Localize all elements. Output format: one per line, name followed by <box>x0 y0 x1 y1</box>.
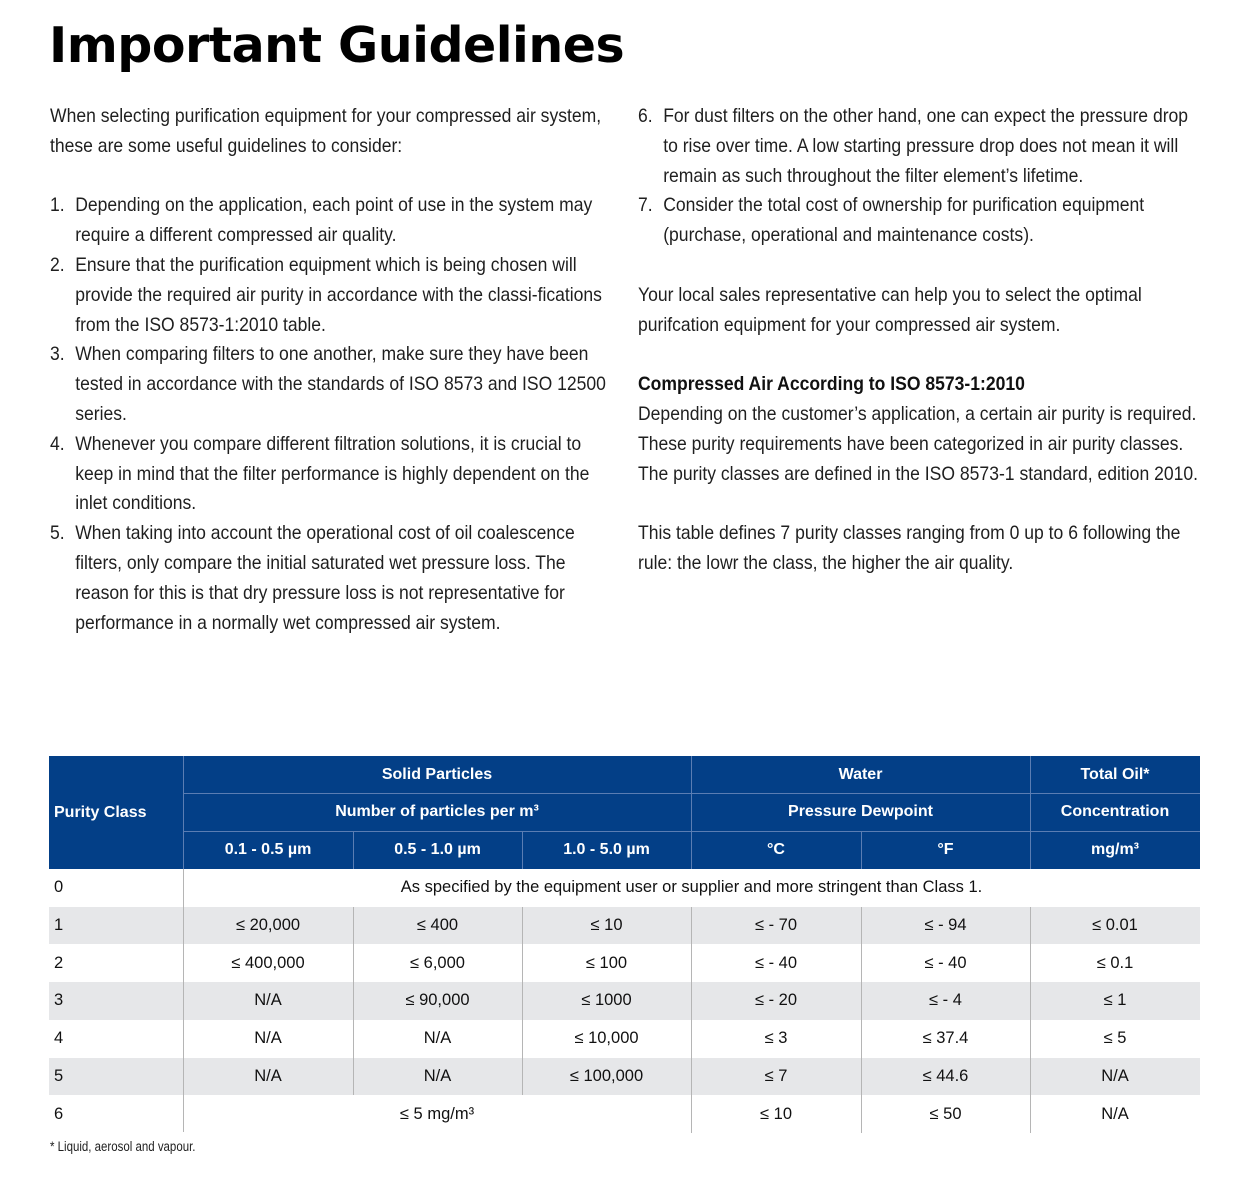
table-row-class-5 <box>49 1058 1200 1096</box>
column-divider <box>861 907 862 1133</box>
cell-class: 4 <box>54 1029 64 1048</box>
header-divider <box>522 831 523 869</box>
table-row-class-1 <box>49 907 1200 945</box>
header-divider <box>183 756 184 869</box>
header-concentration: Concentration <box>1030 793 1200 831</box>
iso-paragraph: Depending on the customer’s application, a certain air purity is required. These purity requirements have been categorized in air purity classes. The purity classes are defined in the ISO 8573-1 standard, edition 2010. <box>638 402 1199 485</box>
guideline-item: 3. When comparing filters to one another, make sure they have been tested in accordance with the standards of ISO 8573 and ISO 12500 series. <box>50 343 606 425</box>
cell-dewpoint-f: ≤ - 94 <box>924 916 967 935</box>
header-water: Water <box>691 756 1030 793</box>
guideline-item: 2. Ensure that the purification equipment which is being chosen will provide the required air purity in accordance with the classi-fications from the ISO 8573-1:2010 table. <box>50 253 602 336</box>
cell-particles-0-5-1-0: ≤ 90,000 <box>405 991 470 1010</box>
cell-dewpoint-c: ≤ 3 <box>764 1029 788 1048</box>
cell-particles-0-1-0-5: ≤ 20,000 <box>235 916 301 935</box>
cell-dewpoint-f: ≤ 50 <box>929 1104 962 1123</box>
cell-oil: N/A <box>1101 1104 1129 1123</box>
column-divider <box>183 869 184 1132</box>
table-intro: This table defines 7 purity classes ranging from 0 up to 6 following the rule: the lowr the class, the higher the air quality. <box>638 522 1181 574</box>
table-row-class-6 <box>49 1095 1200 1133</box>
cell-dewpoint-f: ≤ - 4 <box>929 991 962 1010</box>
column-divider <box>522 907 523 1096</box>
cell-dewpoint-c: ≤ - 20 <box>754 991 798 1010</box>
header-pressure-dewpoint: Pressure Dewpoint <box>691 793 1030 831</box>
page-title: Important Guidelines <box>49 17 625 74</box>
header-particles-per-m3: Number of particles per m³ <box>183 793 691 831</box>
header-solid-particles: Solid Particles <box>183 756 691 793</box>
cell-class: 1 <box>54 916 64 935</box>
header-celsius: °C <box>691 831 861 869</box>
cell-class: 0 <box>54 878 64 897</box>
sales-note: Your local sales representative can help you to select the optimal purifcation equipment for your compressed air system. <box>638 283 1142 336</box>
intro-paragraph: When selecting purification equipment for your compressed air system, these are some useful guidelines to consider: <box>50 105 602 157</box>
cell-oil: ≤ 0.1 <box>1096 953 1134 972</box>
cell-particles-0-5-1-0: N/A <box>423 1066 452 1085</box>
cell-particles-1-0-5-0: ≤ 10,000 <box>574 1029 639 1048</box>
cell-class: 5 <box>54 1066 64 1085</box>
header-divider <box>353 831 354 869</box>
cell-oil: ≤ 5 <box>1103 1029 1127 1048</box>
cell-particles-0-1-0-5: N/A <box>254 991 282 1010</box>
cell-dewpoint-c: ≤ 10 <box>760 1104 792 1123</box>
cell-dewpoint-c: ≤ - 70 <box>754 916 798 935</box>
table-row-class-3 <box>49 982 1200 1020</box>
cell-oil: N/A <box>1101 1066 1129 1085</box>
cell-particles-0-1-0-5: N/A <box>254 1066 282 1085</box>
cell-class: 3 <box>54 991 64 1010</box>
cell-oil: ≤ 1 <box>1103 991 1127 1010</box>
cell-class-0-description: As specified by the equipment user or supplier and more stringent than Class 1. <box>400 878 983 897</box>
table-row-class-0 <box>49 869 1200 907</box>
header-purity-class: Purity Class <box>49 756 183 869</box>
iso-heading: Compressed Air According to ISO 8573-1:2010 <box>638 373 1025 396</box>
cell-class: 6 <box>54 1104 64 1123</box>
guideline-item: 1. Depending on the application, each point of use in the system may require a different compressed air quality. <box>50 194 593 247</box>
table-row-class-4 <box>49 1020 1200 1058</box>
cell-class: 2 <box>54 953 64 972</box>
cell-dewpoint-f: ≤ - 40 <box>924 953 967 972</box>
header-divider <box>1030 756 1031 869</box>
guidelines-list-continued <box>638 102 1205 251</box>
header-total-oil: Total Oil* <box>1030 756 1200 793</box>
cell-dewpoint-c: ≤ 7 <box>764 1066 788 1085</box>
guideline-item: 5. When taking into account the operational cost of oil coalescence filters, only compare the initial saturated wet pressure loss. The reason for this is that dry pressure loss is not representative for performance in a normally wet compressed air system. <box>50 522 575 634</box>
cell-particles-0-1-0-5: ≤ 400,000 <box>231 953 305 972</box>
cell-oil: ≤ 0.01 <box>1092 916 1138 935</box>
cell-particles-1-0-5-0: ≤ 100,000 <box>569 1066 644 1085</box>
header-fahrenheit: °F <box>861 831 1030 869</box>
cell-particles-0-1-0-5: N/A <box>254 1029 282 1048</box>
cell-particles-0-5-1-0: ≤ 400 <box>416 916 459 935</box>
cell-particles-1-0-5-0: ≤ 100 <box>585 953 628 972</box>
header-size-0-5-1-0: 0.5 - 1.0 µm <box>353 831 522 869</box>
guideline-item: 4. Whenever you compare different filtration solutions, it is crucial to keep in mind that the filter performance is highly dependent on the inlet conditions. <box>50 432 590 515</box>
right-column <box>638 102 1205 579</box>
cell-dewpoint-c: ≤ - 40 <box>754 953 798 972</box>
cell-dewpoint-f: ≤ 44.6 <box>922 1066 969 1085</box>
left-column <box>50 102 617 638</box>
table-row-class-2 <box>49 944 1200 982</box>
header-divider <box>861 831 862 869</box>
header-size-1-0-5-0: 1.0 - 5.0 µm <box>522 831 691 869</box>
cell-particles-1-0-5-0: ≤ 1000 <box>581 991 632 1010</box>
guideline-item: 6. For dust filters on the other hand, one can expect the pressure drop to rise over time. A low starting pressure drop does not mean it will remain as such throughout the filter element’s lifetime. <box>638 105 1189 187</box>
guideline-item: 7. Consider the total cost of ownership for purification equipment (purchase, operational and maintenance costs). <box>638 194 1145 247</box>
cell-particles-0-5-1-0: ≤ 6,000 <box>410 953 465 972</box>
cell-particles-0-5-1-0: N/A <box>423 1029 452 1048</box>
header-divider <box>691 756 692 869</box>
header-size-0-1-0-5: 0.1 - 0.5 µm <box>183 831 353 869</box>
cell-dewpoint-f: ≤ 37.4 <box>922 1029 969 1048</box>
cell-particles-1-0-5-0: ≤ 10 <box>590 916 623 935</box>
guidelines-list <box>50 191 617 638</box>
column-divider <box>1030 907 1031 1133</box>
column-divider <box>691 907 692 1133</box>
column-divider <box>353 907 354 1096</box>
table-footnote: * Liquid, aerosol and vapour. <box>50 1139 196 1154</box>
header-oil-unit: mg/m³ <box>1030 831 1200 869</box>
cell-particles-combined: ≤ 5 mg/m³ <box>399 1104 475 1123</box>
